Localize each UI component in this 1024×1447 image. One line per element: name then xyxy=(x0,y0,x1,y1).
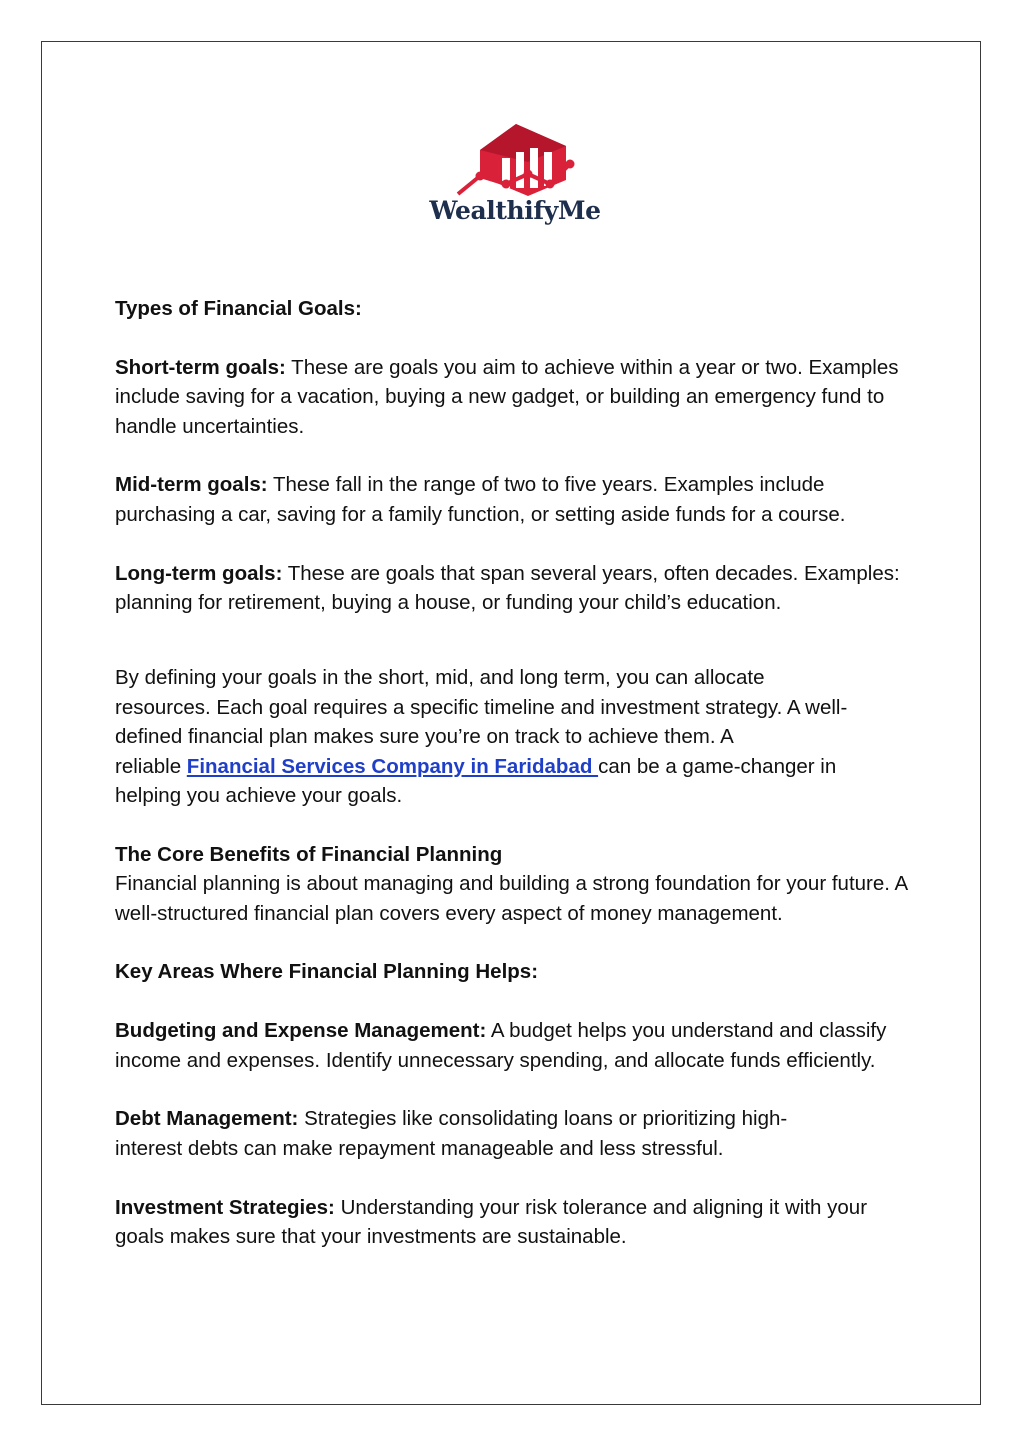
defining-line-1: By defining your goals in the short, mid, and long term, you can allocate xyxy=(115,666,765,690)
debt-paragraph xyxy=(115,1104,915,1163)
types-heading: Types of Financial Goals: xyxy=(115,297,362,320)
debt-line-2: interest debts can make repayment manageable and less stressful. xyxy=(115,1136,724,1160)
budgeting-paragraph xyxy=(115,1016,915,1075)
short-term-label: Short-term goals: xyxy=(115,355,286,379)
short-term-paragraph xyxy=(115,353,915,441)
key-areas-heading: Key Areas Where Financial Planning Helps: xyxy=(115,960,539,984)
mid-term-label: Mid-term goals: xyxy=(115,473,268,497)
long-term-paragraph xyxy=(115,559,915,618)
defining-after-link: can be a game-changer in xyxy=(598,754,837,778)
financial-services-link[interactable]: Financial Services Company in Faridabad xyxy=(186,754,599,778)
long-term-text: These are goals that span several years, often decades. Examples: planning for retirement, buying a house, or funding your child’s education. xyxy=(115,561,900,615)
investment-paragraph xyxy=(115,1193,915,1252)
debt-line-1: Strategies like consolidating loans or prioritizing high- xyxy=(298,1107,788,1131)
document-body xyxy=(115,294,915,1251)
wealthifyme-logo xyxy=(420,118,610,240)
defining-line-2: resources. Each goal requires a specific timeline and investment strategy. A well- xyxy=(115,695,848,719)
logo-chart-icon xyxy=(420,118,610,198)
investment-text: Understanding your risk tolerance and aligning it with your goals makes sure that your investments are sustainable. xyxy=(115,1195,868,1249)
budgeting-text: A budget helps you understand and classify income and expenses. Identify unnecessary spending, and allocate funds efficiently. xyxy=(115,1019,887,1072)
defining-paragraph xyxy=(115,663,915,810)
mid-term-paragraph xyxy=(115,470,915,529)
defining-before-link: reliable xyxy=(115,754,187,778)
investment-label: Investment Strategies: xyxy=(115,1195,335,1219)
mid-term-text: These fall in the range of two to five years. Examples include purchasing a car, saving for a family function, or setting aside funds for a course. xyxy=(115,473,846,526)
core-benefits-heading: The Core Benefits of Financial Planning xyxy=(115,842,503,866)
short-term-text: These are goals you aim to achieve within a year or two. Examples include saving for a vacation, buying a new gadget, or building an emergency fund to handle uncertainties. xyxy=(115,355,899,438)
core-benefits-text: Financial planning is about managing and building a strong foundation for your future. A well-structured financial plan covers every aspect of money management. xyxy=(115,872,908,925)
logo-wordmark: WealthifyMe xyxy=(429,196,601,225)
defining-line-3: defined financial plan makes sure you’re on track to achieve them. A xyxy=(115,725,734,749)
debt-label: Debt Management: xyxy=(115,1107,299,1131)
budgeting-label: Budgeting and Expense Management: xyxy=(115,1019,487,1043)
defining-line-5: helping you achieve your goals. xyxy=(115,784,403,808)
long-term-label: Long-term goals: xyxy=(115,561,283,585)
